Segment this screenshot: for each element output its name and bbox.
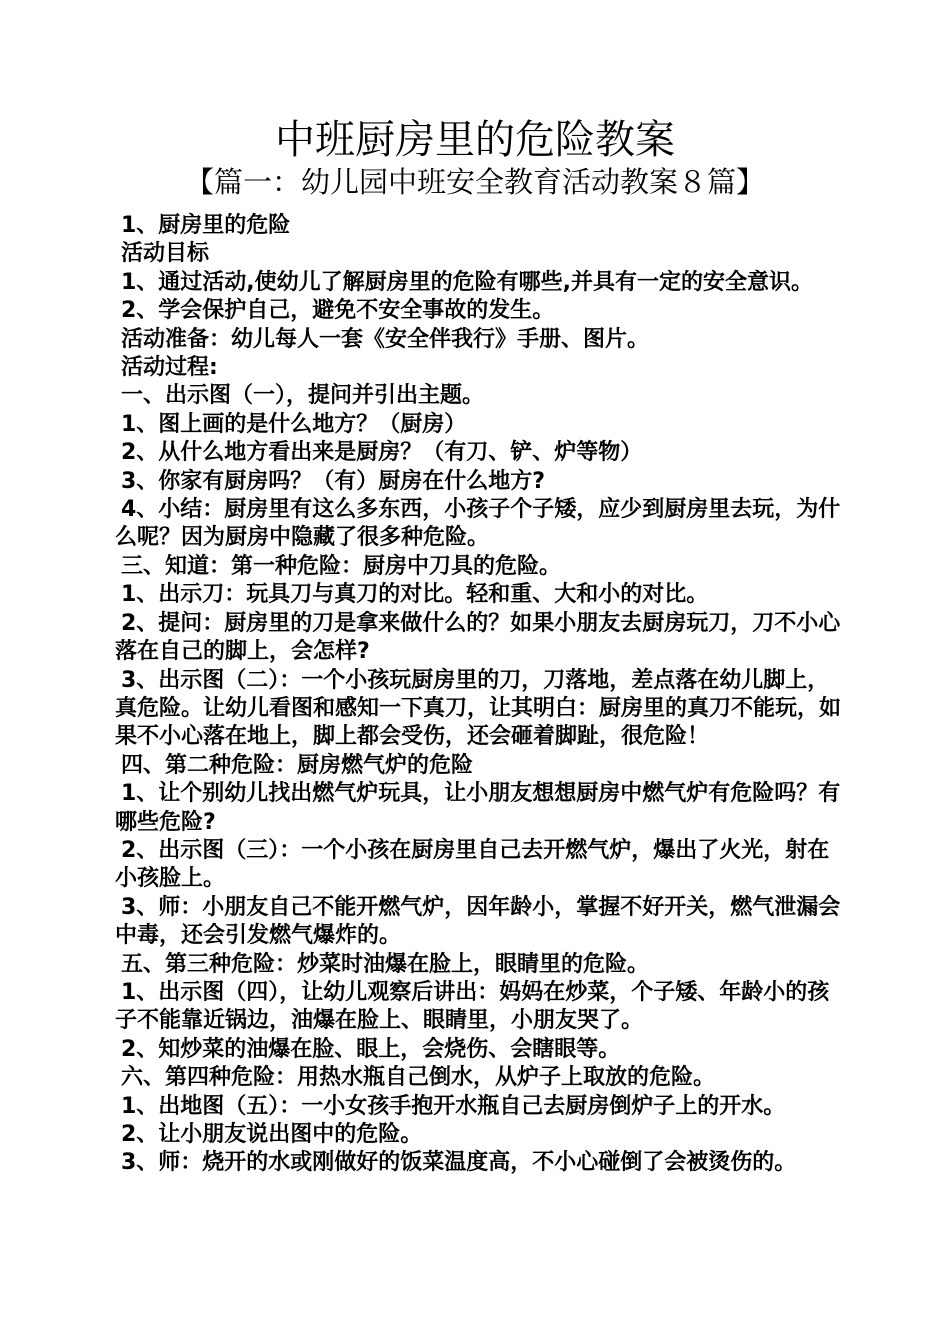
section-heading: 五、第三种危险：炒菜时油爆在脸上，眼睛里的危险。 (121, 951, 650, 977)
paragraph: 活动准备：幼儿每人一套《安全伴我行》手册、图片。 (121, 326, 650, 352)
paragraph: 1、让个别幼儿找出燃气炉玩具，让小朋友想想厨房中燃气炉有危险吗？有哪些危险? (115, 781, 841, 835)
section-heading: 活动目标 (121, 241, 210, 267)
paragraph: 3、出示图（二）：一个小孩玩厨房里的刀，刀落地，差点落在幼儿脚上，真危险。让幼儿看图和感知一下真刀，让其明白：厨房里的真刀不能玩，如果不小心落在地上，脚上都会受伤，还会砸着脚趾，很危险！ (115, 667, 842, 750)
section-heading: 四、第二种危险：厨房燃气炉的危险 (121, 752, 474, 778)
paragraph: 1、出地图（五）：一小女孩手抱开水瓶自己去厨房倒炉子上的开水。 (121, 1093, 786, 1119)
section-heading: 1、厨房里的危险 (121, 213, 291, 238)
paragraph: 3、你家有厨房吗？（有）厨房在什么地方? (121, 468, 546, 494)
section-heading: 一、出示图（一），提问并引出主题。 (121, 383, 485, 409)
paragraph: 2、知炒菜的油爆在脸、眼上，会烧伤、会瞎眼等。 (121, 1036, 621, 1062)
paragraph: 1、图上画的是什么地方？（厨房） (121, 411, 467, 437)
paragraph: 4、小结：厨房里有这么多东西，小孩子个子矮，应少到厨房里去玩，为什么呢？因为厨房中隐藏了很多种危险。 (115, 497, 841, 551)
document-title: 中班厨房里的危险教案 (275, 117, 675, 163)
document-body (115, 212, 843, 1178)
paragraph: 2、出示图（三）：一个小孩在厨房里自己去开燃气炉，爆出了火光，射在小孩脸上。 (115, 837, 830, 892)
paragraph: 1、通过活动,使幼儿了解厨房里的危险有哪些,并具有一定的安全意识。 (121, 269, 814, 295)
document-subtitle: 【篇一：幼儿园中班安全教育活动教案８篇】 (184, 165, 765, 199)
section-heading: 活动过程: (121, 355, 218, 381)
paragraph: 3、师：小朋友自己不能开燃气炉，因年龄小，掌握不好开关，燃气泄漏会中毒，还会引发燃气爆炸的。 (115, 894, 841, 949)
section-heading: 三、知道：第一种危险：厨房中刀具的危险。 (121, 553, 562, 579)
paragraph: 2、从什么地方看出来是厨房？（有刀、铲、炉等物） (121, 440, 643, 466)
paragraph: 3、师：烧开的水或刚做好的饭菜温度高，不小心碰倒了会被烫伤的。 (121, 1150, 797, 1176)
section-heading: 六、第四种危险：用热水瓶自己倒水，从炉子上取放的危险。 (121, 1065, 716, 1091)
paragraph: 2、让小朋友说出图中的危险。 (121, 1122, 423, 1147)
paragraph: 2、提问：厨房里的刀是拿来做什么的？如果小朋友去厨房玩刀，刀不小心落在自己的脚上，会怎样? (115, 610, 841, 665)
paragraph: 2、学会保护自己，避免不安全事故的发生。 (121, 298, 555, 324)
paragraph: 1、出示图（四），让幼儿观察后讲出：妈妈在炒菜，个子矮、年龄小的孩子不能靠近锅边，油爆在脸上、眼睛里，小朋友哭了。 (115, 979, 830, 1034)
paragraph: 1、出示刀：玩具刀与真刀的对比。轻和重、大和小的对比。 (121, 582, 709, 608)
